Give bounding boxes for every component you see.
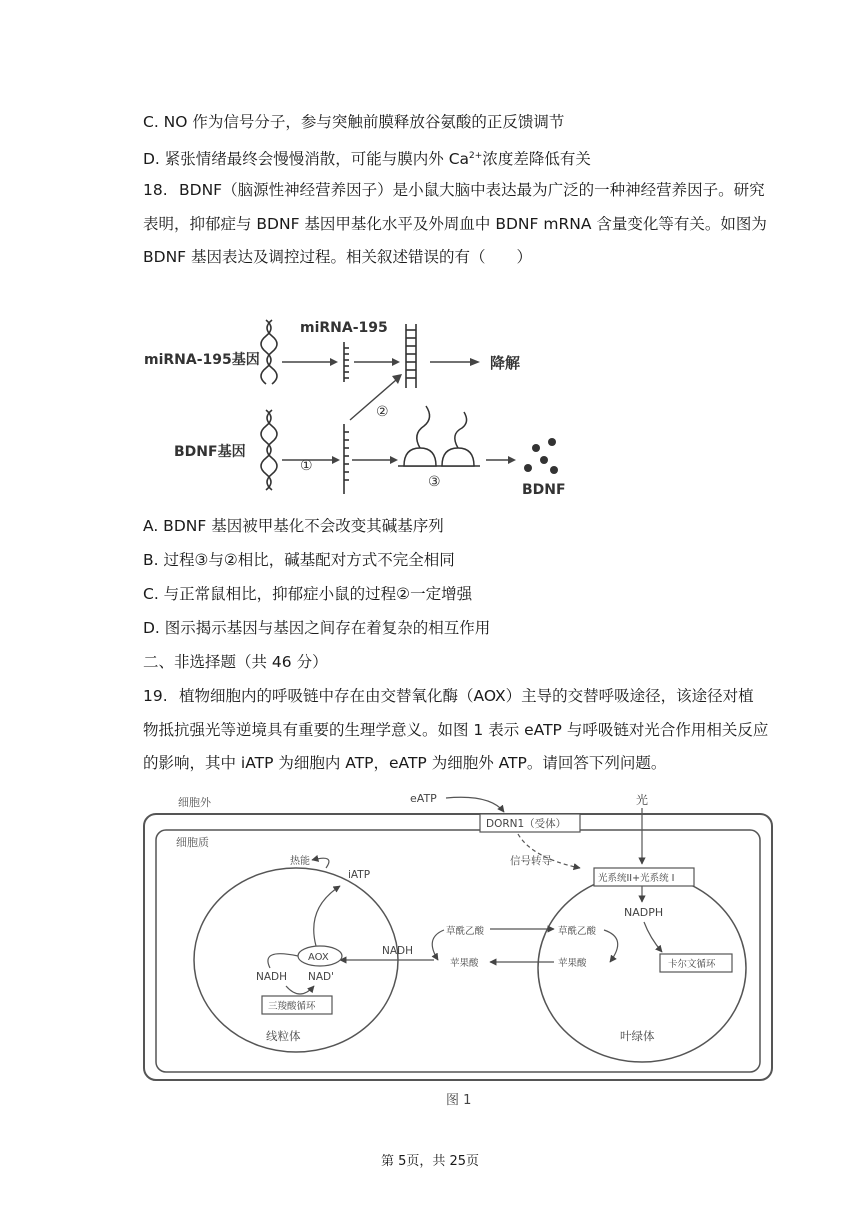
q18-option-b: B. 过程③与②相比，碱基配对方式不完全相同 [143, 551, 455, 569]
nad-loop-arrow [286, 986, 314, 994]
light-label: 光 [636, 793, 649, 807]
cell-membrane-outer [144, 814, 772, 1080]
nadph-arrow [644, 922, 662, 952]
cytoplasm-label: 细胞质 [176, 836, 209, 849]
aox-eatp-diagram [140, 788, 776, 1116]
q18-stem-text1: BDNF（脑源性神经营养因子）是小鼠大脑中表达最为广泛的一种神经营养因子。研究 [179, 181, 765, 199]
oaa-right-label: 草酰乙酸 [558, 926, 597, 937]
aox-loop [268, 954, 298, 968]
q18-stem-line1 [143, 180, 765, 200]
mirna-mrna-duplex [406, 324, 416, 388]
q18-number: 18. [143, 181, 168, 199]
mirna-strand [344, 342, 349, 382]
bdnf-protein-dots [524, 438, 558, 474]
photosystem-label: 光系统II+光系统 I [598, 873, 675, 884]
chloro-label: 叶绿体 [620, 1029, 655, 1043]
outside-label: 细胞外 [178, 796, 211, 809]
degrade-label: 降解 [490, 354, 521, 372]
q17-option-d-text: D. 紧张情绪最终会慢慢消散，可能与膜内外 Ca [143, 150, 470, 168]
q19-number: 19. [143, 687, 168, 705]
oaa-left-label: 草酰乙酸 [446, 926, 485, 937]
bdnf-gene-label: BDNF基因 [174, 444, 246, 460]
arrow-head-7 [508, 456, 516, 464]
nad-label: NAD' [308, 971, 335, 983]
step3-label: ③ [428, 474, 441, 490]
aox-label: AOX [308, 952, 329, 963]
q18-option-a: A. BDNF 基因被甲基化不会改变其碱基序列 [143, 517, 444, 535]
nadh-left-label: NADH [256, 971, 288, 983]
step2-label: ② [376, 404, 389, 420]
mirna-gene-label: miRNA-195基因 [144, 352, 260, 368]
q17-option-d-sup: 2+ [469, 151, 483, 161]
signal-label: 信号转导 [510, 855, 552, 867]
q18-option-c: C. 与正常鼠相比，抑郁症小鼠的过程②一定增强 [143, 585, 473, 603]
receptor-label: DORN1（受体） [486, 818, 567, 830]
oaa-malate-arrow-right [604, 930, 618, 962]
bdnf-regulation-diagram [140, 302, 580, 500]
q18-option-d: D. 图示揭示基因与基因之间存在着复杂的相互作用 [143, 619, 491, 637]
arrow-head-4 [332, 456, 340, 464]
calvin-label: 卡尔文循环 [668, 959, 716, 970]
figure-caption: 图 1 [446, 1093, 472, 1108]
ribosomes [398, 406, 480, 466]
eatp-arrow [446, 797, 504, 812]
q18-stem-line2: 表明，抑郁症与 BDNF 基因甲基化水平及外周血中 BDNF mRNA 含量变化等有关。如图为 [143, 215, 767, 233]
malate-right-label: 苹果酸 [558, 958, 587, 969]
eatp-label: eATP [410, 792, 437, 805]
bdnf-gene-helix [261, 410, 277, 490]
iatp-arrow [314, 886, 340, 946]
q19-stem-line1 [143, 686, 754, 706]
q19-stem-line3: 的影响，其中 iATP 为细胞内 ATP，eATP 为细胞外 ATP。请回答下列问题。 [143, 754, 667, 772]
mirna-gene-helix [261, 320, 277, 384]
q17-option-c: C. NO 作为信号分子，参与突触前膜释放谷氨酸的正反馈调节 [143, 113, 565, 131]
bdnf-label: BDNF [522, 482, 566, 498]
q17-option-d-text-end: 浓度差降低有关 [482, 150, 591, 168]
step1-label: ① [300, 458, 313, 474]
nadh-mid-label: NADH [382, 945, 414, 957]
arrow-head-3 [470, 358, 480, 366]
q18-stem-line3: BDNF 基因表达及调控过程。相关叙述错误的有（ ） [143, 248, 533, 266]
tca-label: 三羧酸循环 [268, 1001, 316, 1012]
arrow-head-2 [392, 358, 400, 366]
bdnf-mrna-strand [344, 424, 349, 494]
mirna-label: miRNA-195 [300, 320, 388, 336]
malate-left-label: 苹果酸 [450, 958, 479, 969]
nadph-label: NADPH [624, 906, 664, 919]
arrow-head-1 [330, 358, 338, 366]
arrow-head-6 [390, 456, 398, 464]
page-footer: 第 5页，共 25页 [380, 1154, 480, 1169]
heat-label: 热能 [290, 856, 310, 867]
mito-label: 线粒体 [266, 1029, 301, 1043]
q17-option-d [143, 146, 591, 169]
arrow-step2 [350, 380, 396, 420]
cell-membrane-inner [156, 830, 760, 1072]
section2-heading: 二、非选择题（共 46 分） [143, 653, 328, 671]
heat-arrow [312, 858, 329, 868]
iatp-label: iATP [348, 869, 371, 881]
q19-stem-line2: 物抵抗强光等逆境具有重要的生理学意义。如图 1 表示 eATP 与呼吸链对光合作用相关反应 [143, 721, 769, 739]
q19-stem-text1: 植物细胞内的呼吸链中存在由交替氧化酶（AOX）主导的交替呼吸途径，该途径对植 [179, 687, 754, 705]
oaa-malate-arrow-left [432, 930, 444, 960]
